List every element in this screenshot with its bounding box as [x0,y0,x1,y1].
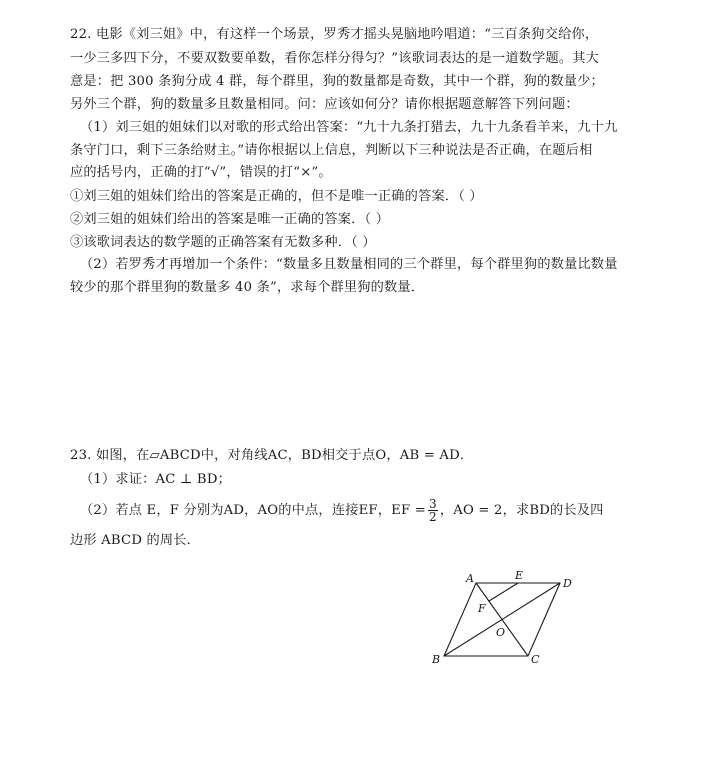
q22-line-6: 条守门口，剩下三条给财主。”请你根据以上信息，判断以下三种说法是否正确，在题后相 [70,143,593,158]
q23-part-2 [80,496,604,526]
q22-statement-2: ②刘三姐的姐妹们给出的答案是唯一正确的答案．（ ） [70,212,390,227]
q22-statement-3: ③该歌词表达的数学题的正确答案有无数多种．（ ） [70,235,376,250]
fraction-denominator: 2 [428,510,437,524]
label-f: F [478,602,486,615]
label-e: E [515,569,524,582]
diagonal-bd [444,583,560,656]
label-a: A [466,572,474,585]
q22-line-3: 意是：把 300 条狗分成 4 群，每个群里，狗的数量都是奇数，其中一个群，狗的数量少； [70,74,604,89]
q22-line-1: 22. 电影《刘三姐》中，有这样一个场景，罗秀才摇头晃脑地吟唱道：“三百条狗交给你， [70,27,599,42]
label-b: B [432,653,441,666]
q22-line-11: （2）若罗秀才再增加一个条件：“数量多且数量相同的三个群里，每个群里狗的数量比数量 [80,257,618,272]
q23-line-4: 边形 ABCD 的周长． [70,533,201,548]
q23-part-2-post: ，AO = 2，求BD的长及四 [439,503,604,518]
label-d: D [563,577,572,590]
q23-part-1: （1）求证：AC ⊥ BD； [80,472,231,487]
label-o: O [496,626,506,639]
q22-statement-1: ①刘三姐的姐妹们给出的答案是正确的，但不是唯一正确的答案．（ ） [70,189,483,204]
fraction-numerator: 3 [428,497,437,511]
q23-part-2-pre: （2）若点 E，F 分别为AD，AO的中点，连接EF，EF = [80,503,426,518]
q22-line-5: （1）刘三姐的姐妹们以对歌的形式给出答案：“九十九条打猎去，九十九条看羊来，九十九 [80,120,618,135]
label-c: C [531,653,540,666]
q23-line-1: 23. 如图，在▱ABCD中，对角线AC，BD相交于点O，AB = AD． [70,448,474,463]
fraction [428,498,438,523]
q22-line-12: 较少的那个群里狗的数量多 40 条”，求每个群里狗的数量． [70,280,425,295]
q22-line-2: 一少三多四下分，不要双数要单数，看你怎样分得匀？”该歌词表达的是一道数学题。其大 [70,51,600,66]
segment-ef [489,583,518,601]
q22-line-7: 应的括号内，正确的打“√”，错误的打“×”。 [70,165,332,180]
parallelogram-figure [420,565,590,675]
q22-line-4: 另外三个群，狗的数量多且数量相同。问：应该如何分？请你根据题意解答下列问题： [70,97,579,112]
